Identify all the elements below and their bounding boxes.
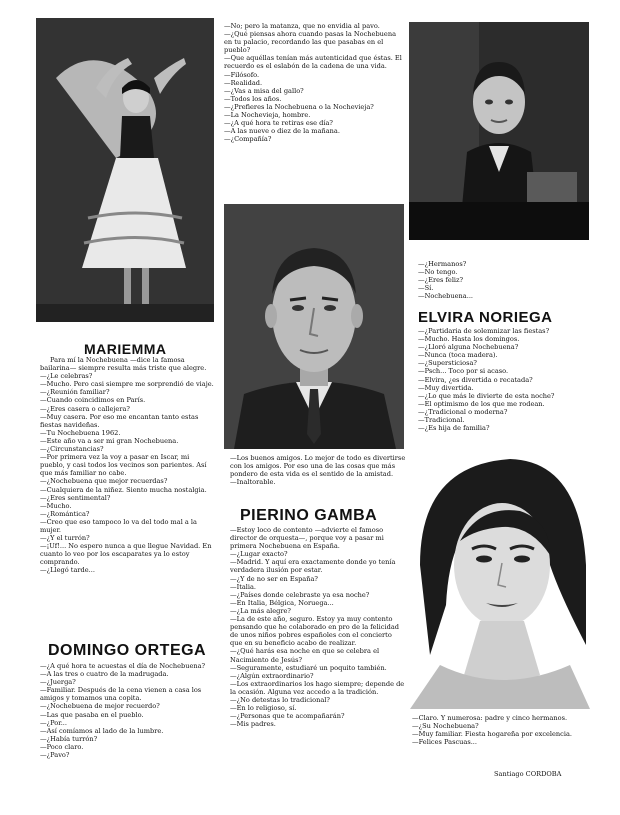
domingo-ending bbox=[230, 454, 406, 486]
qa-line: —¿Y el turrón? bbox=[40, 534, 90, 543]
heading-domingo: DOMINGO ORTEGA bbox=[48, 642, 207, 659]
qa-line: —¿Por... bbox=[40, 718, 67, 727]
qa-line: —Mis padres. bbox=[230, 720, 276, 729]
qa-line: —¿Llegó tarde... bbox=[40, 566, 95, 575]
qa-line: —¿Su Nochebuena? bbox=[412, 722, 479, 731]
qa-line: —Elvira, ¿es divertida o recatada? bbox=[418, 375, 533, 384]
qa-line: —¿Supersticiosa? bbox=[418, 359, 477, 368]
qa-line: —Realidad. bbox=[224, 78, 263, 87]
qa-line: —Mucho. Pero casi siempre me sorprendió de viaje. bbox=[40, 380, 214, 389]
qa-line: —Nunca (toca madera). bbox=[418, 351, 498, 360]
qa-line: —¿Lo que más le divierte de esta noche? bbox=[418, 391, 555, 400]
qa-line: —Estoy loco de contento —advierte el famoso director de orquesta—, porque voy a pasar mi primera Nochebuena en España. bbox=[230, 526, 384, 551]
qa-line: —Creo que eso tampoco lo va del todo mal a la mujer. bbox=[40, 517, 197, 534]
qa-line: —Tu Nochebuena 1962. bbox=[40, 428, 121, 437]
pierino-photo-art bbox=[224, 204, 404, 449]
qa-line: —¿La más alegre? bbox=[230, 606, 291, 615]
qa-line: —En lo religioso, sí. bbox=[230, 704, 297, 713]
qa-line: —Cualquiera de la niñez. Siento mucha nostalgia. bbox=[40, 485, 207, 494]
boy-photo-art bbox=[409, 22, 589, 240]
qa-line: —Claro. Y numerosa: padre y cinco hermanos. bbox=[412, 714, 568, 722]
qa-line: —A las tres o cuatro de la madrugada. bbox=[40, 670, 169, 679]
qa-line: —Familiar. Después de la cena vienen a casa los amigos y tomamos una copita. bbox=[40, 686, 202, 703]
heading-pierino: PIERINO GAMBA bbox=[240, 507, 378, 524]
qa-line: —¿Personas que te acompañarán? bbox=[230, 712, 345, 721]
qa-line: —Todos los años. bbox=[224, 94, 282, 103]
qa-line: —Sí. bbox=[418, 284, 434, 293]
qa-line: —Inaltorable. bbox=[230, 478, 276, 487]
qa-line: —¿Qué harás esa noche en que se celebra el Nacimiento de Jesús? bbox=[230, 647, 380, 664]
qa-line: —¿Le celebras? bbox=[40, 372, 93, 381]
qa-line: —Mucho. Hasta los domingos. bbox=[418, 335, 520, 344]
qa-line: —¿Compañía? bbox=[224, 135, 272, 144]
pierino-photo bbox=[224, 204, 404, 449]
qa-line: —¿A qué hora te acuestas el día de Nochebuena? bbox=[40, 662, 206, 670]
qa-line: —No tengo. bbox=[418, 268, 458, 277]
qa-line: —Poco claro. bbox=[40, 742, 84, 751]
qa-line: —¿Algún extraordinario? bbox=[230, 671, 314, 680]
qa-line: —¿Pavo? bbox=[40, 751, 70, 760]
elvira-ending bbox=[412, 714, 592, 746]
qa-line: —¿Eres sentimental? bbox=[40, 493, 111, 502]
mariemma-photo bbox=[36, 18, 214, 322]
qa-line: —Filósofo. bbox=[224, 70, 260, 79]
qa-line: —El optimismo de los que me rodean. bbox=[418, 399, 545, 408]
qa-line: —¿Eres feliz? bbox=[418, 276, 464, 285]
qa-line: —La de este año, seguro. Estoy ya muy contento pensando que he colaborado en pro de la felicidad de unos niños pobres españoles con el concierto que en su beneficio acabo de realizar. bbox=[230, 615, 399, 648]
mariemma-photo-art bbox=[36, 18, 214, 322]
elvira-photo bbox=[410, 445, 590, 709]
qa-line: —¿Reunión familiar? bbox=[40, 388, 110, 397]
qa-line: —A las nueve o diez de la mañana. bbox=[224, 127, 340, 136]
qa-line: —¿Prefieres la Nochebuena o la Nochevieja? bbox=[224, 102, 374, 111]
elvira-photo-art bbox=[410, 445, 590, 709]
mariemma-interview bbox=[40, 356, 216, 575]
qa-line: —Este año va a ser mi gran Nochebuena. bbox=[40, 436, 179, 445]
qa-line: —¿Vas a misa del gallo? bbox=[224, 86, 304, 95]
qa-line: —Mucho. bbox=[40, 501, 72, 510]
qa-line: —Que aquéllas tenían más autenticidad que éstas. El recuerdo es el eslabón de la cadena de una vida. bbox=[224, 54, 402, 71]
qa-line: —¡Uf!... No espero nunca a que llegue Navidad. En cuanto lo veo por los escaparates ya lo estoy comprando. bbox=[40, 542, 212, 567]
qa-line: —¿Nochebuena de mejor recuerdo? bbox=[40, 702, 160, 711]
qa-line: —Así comíamos al lado de la lumbre. bbox=[40, 726, 164, 735]
qa-line: —No; pero la matanza, que no envidia al pavo. bbox=[224, 22, 380, 30]
qa-line: —Madrid. Y aquí era exactamente donde yo tenía verdadera ilusión por estar. bbox=[230, 558, 396, 575]
qa-line: —Tradicional. bbox=[418, 416, 465, 425]
qa-line: —Los buenos amigos. Lo mejor de todo es divertirse con los amigos. Por eso una de las cosas que más pondero de esta vida es el sentido de la amistad. bbox=[230, 454, 406, 479]
qa-line: —¿Partidaria de solemnizar las fiestas? bbox=[418, 327, 550, 335]
qa-line: —¿Países donde celebraste ya esa noche? bbox=[230, 590, 370, 599]
qa-line: —¿Es hija de familia? bbox=[418, 424, 490, 433]
qa-line: —Muy divertida. bbox=[418, 383, 474, 392]
qa-line: —¿A qué hora te retiras ese día? bbox=[224, 119, 333, 128]
domingo-continued bbox=[224, 22, 404, 143]
qa-line: —¿Y de no ser en España? bbox=[230, 574, 318, 583]
qa-line: —¿Lloró alguna Nochebuena? bbox=[418, 343, 519, 352]
qa-line: —¿Tradicional o moderna? bbox=[418, 407, 508, 416]
qa-line: —En Italia, Bélgica, Noruega... bbox=[230, 598, 334, 607]
qa-line: —¿Lugar exacto? bbox=[230, 550, 288, 559]
domingo-interview bbox=[40, 662, 216, 759]
qa-line: —Cuando coincidimos en París. bbox=[40, 396, 146, 405]
qa-line: —Seguramente, estudiaré un poquito también. bbox=[230, 663, 387, 672]
mariemma-qa bbox=[40, 372, 216, 574]
qa-line: —Por primera vez la voy a pasar en Iscar, mi pueblo, y casi todos los vecinos son parientes. Así que más familiar no cabe. bbox=[40, 453, 207, 478]
pierino-ending bbox=[418, 260, 590, 300]
qa-line: —¿Juerga? bbox=[40, 678, 76, 687]
heading-mariemma: MARIEMMA bbox=[84, 341, 167, 357]
qa-line: —¿Romántica? bbox=[40, 509, 90, 518]
qa-line: —Los extraordinarios los hago siempre; depende de la ocasión. Alguna vez accedo a la tradición. bbox=[230, 679, 405, 696]
heading-elvira: ELVIRA NORIEGA bbox=[418, 309, 553, 326]
qa-line: —Psch... Toco por si acaso. bbox=[418, 367, 509, 376]
pierino-interview bbox=[230, 526, 406, 728]
qa-line: —¿Hermanos? bbox=[418, 260, 467, 268]
qa-line: —La Nochevieja, hombre. bbox=[224, 111, 311, 120]
boy-photo bbox=[409, 22, 589, 240]
qa-line: —¿Circunstancias? bbox=[40, 445, 104, 454]
qa-line: —¿Qué piensas ahora cuando pasas la Nochebuena en tu palacio, recordando las que pasabas en el pueblo? bbox=[224, 30, 396, 55]
qa-line: —¿No detestas lo tradicional? bbox=[230, 695, 330, 704]
qa-line: —¿Había turrón? bbox=[40, 734, 98, 743]
qa-line: —¿Eres casera o callejera? bbox=[40, 404, 130, 413]
elvira-interview bbox=[418, 327, 592, 432]
qa-line: —Felices Pascuas... bbox=[412, 738, 477, 747]
qa-line: —Las que pasaba en el pueblo. bbox=[40, 710, 144, 719]
author-signature: Santiago CORDOBA bbox=[494, 770, 562, 778]
mariemma-intro: Para mí la Nochebuena —dice la famosa bailarina— siempre resulta más triste que alegre. bbox=[40, 356, 207, 373]
qa-line: —Italia. bbox=[230, 582, 257, 591]
qa-line: —Muy familiar. Fiesta hogareña por excelencia. bbox=[412, 730, 572, 739]
qa-line: —Nochebuena... bbox=[418, 292, 474, 301]
qa-line: —Muy casera. Por eso me encantan tanto estas fiestas navideñas. bbox=[40, 412, 199, 429]
qa-line: —¿Nochebuena que mejor recuerdas? bbox=[40, 477, 168, 486]
